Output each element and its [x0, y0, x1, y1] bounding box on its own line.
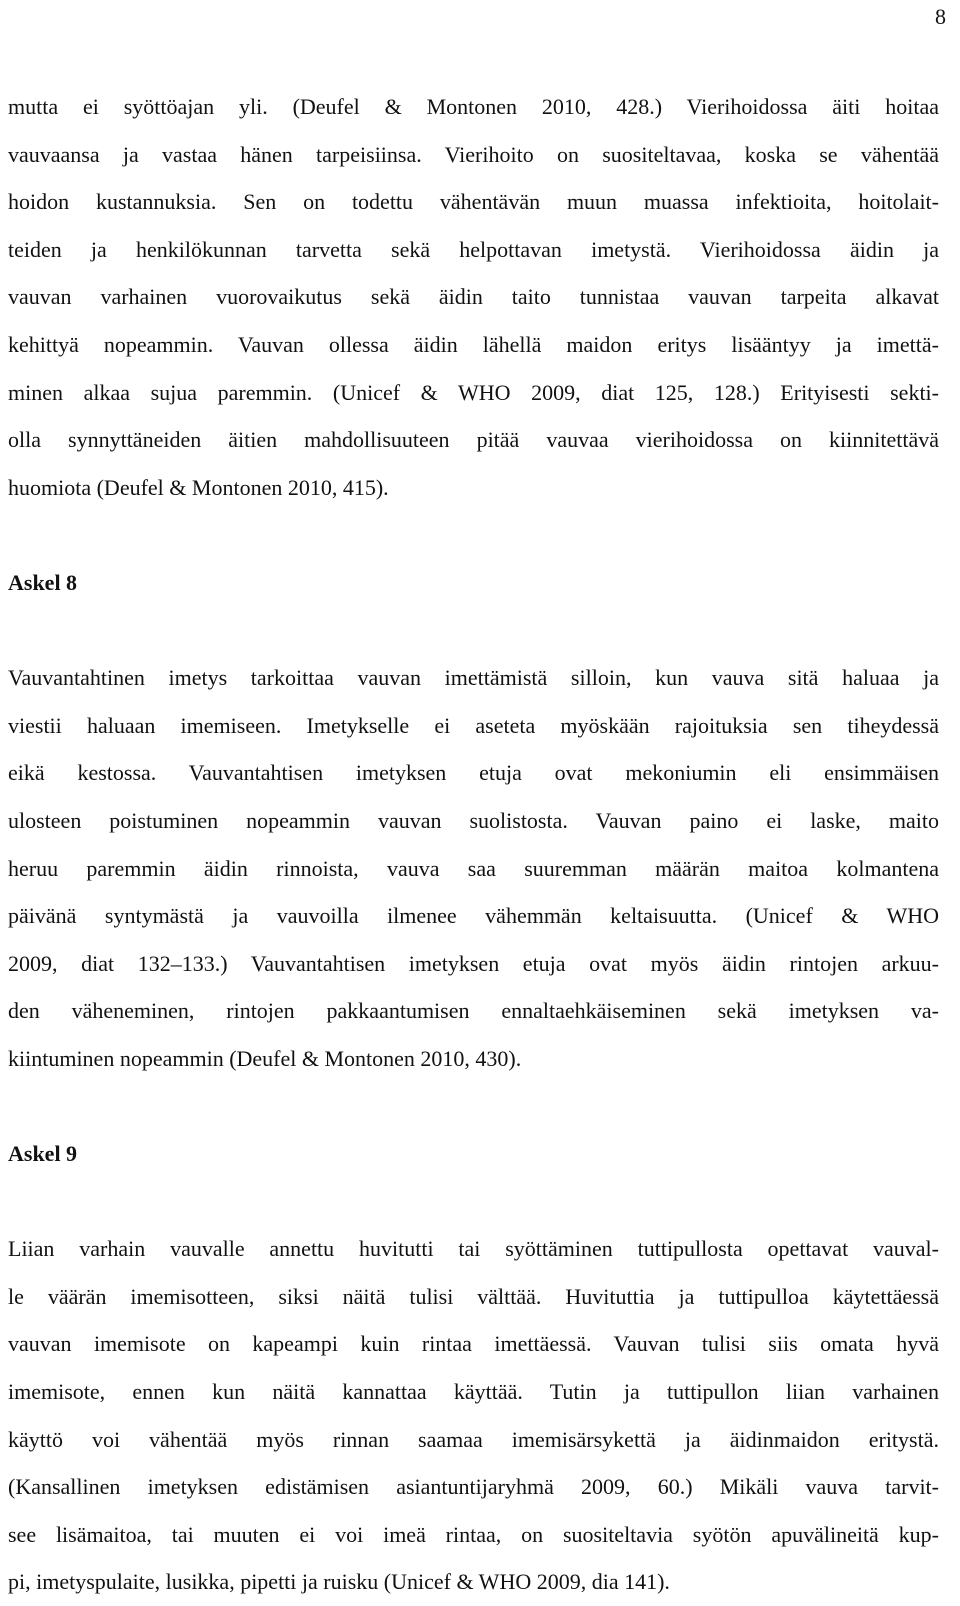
- text-line: hoidon kustannuksia. Sen on todettu vähentävän muun muassa infektioita, hoitolait-: [8, 189, 939, 215]
- text-line: vauvan imemisote on kapeampi kuin rintaa imettäessä. Vauvan tulisi siis omata hyvä: [8, 1331, 939, 1357]
- text-line: Vauvantahtinen imetys tarkoittaa vauvan imettämistä silloin, kun vauva sitä haluaa ja: [8, 665, 939, 691]
- paragraph-askel-9: [8, 1225, 939, 1606]
- text-line: Liian varhain vauvalle annettu huvitutti tai syöttäminen tuttipullosta opettavat vauval-: [8, 1236, 939, 1262]
- text-line: päivänä syntymästä ja vauvoilla ilmenee vähemmän keltaisuutta. (Unicef & WHO: [8, 903, 939, 929]
- text-line: imemisote, ennen kun näitä kannattaa käyttää. Tutin ja tuttipullon liian varhainen: [8, 1379, 939, 1405]
- text-line: pi, imetyspulaite, lusikka, pipetti ja ruisku (Unicef & WHO 2009, dia 141).: [8, 1569, 670, 1595]
- text-line: 2009, diat 132–133.) Vauvantahtisen imetyksen etuja ovat myös äidin rintojen arkuu-: [8, 950, 939, 976]
- section-spacer: [8, 511, 939, 559]
- text-line: (Kansallinen imetyksen edistämisen asiantuntijaryhmä 2009, 60.) Mikäli vauva tarvit-: [8, 1474, 939, 1500]
- page-number: 8: [935, 4, 946, 29]
- text-line: teiden ja henkilökunnan tarvetta sekä helpottavan imetystä. Vierihoidossa äidin ja: [8, 236, 939, 262]
- paragraph-askel-8: [8, 654, 939, 1082]
- section-spacer: [8, 607, 939, 655]
- text-line: olla synnyttäneiden äitien mahdollisuuteen pitää vauvaa vierihoidossa on kiinnitettävä: [8, 427, 939, 453]
- text-line: huomiota (Deufel & Montonen 2010, 415).: [8, 474, 389, 500]
- text-line: see lisämaitoa, tai muuten ei voi imeä rintaa, on suositeltavia syötön apuvälineitä kup-: [8, 1521, 939, 1547]
- text-line: heruu paremmin äidin rinnoista, vauva saa suuremman määrän maitoa kolmantena: [8, 855, 939, 881]
- text-line: vauvaansa ja vastaa hänen tarpeisiinsa. Vierihoito on suositeltavaa, koska se vähentää: [8, 141, 939, 167]
- text-line: kehittyä nopeammin. Vauvan ollessa äidin lähellä maidon eritys lisääntyy ja imettä-: [8, 331, 939, 357]
- text-line: kiintuminen nopeammin (Deufel & Montonen 2010, 430).: [8, 1045, 522, 1071]
- text-line: den väheneminen, rintojen pakkaantumisen ennaltaehkäiseminen sekä imetyksen va-: [8, 998, 939, 1024]
- heading-askel-9: Askel 9: [8, 1141, 78, 1167]
- text-line: käyttö voi vähentää myös rinnan saamaa imemisärsykettä ja äidinmaidon eritystä.: [8, 1426, 939, 1452]
- text-line: minen alkaa sujua paremmin. (Unicef & WHO 2009, diat 125, 128.) Erityisesti sekti-: [8, 379, 939, 405]
- document-body: [8, 83, 939, 1606]
- text-line: eikä kestossa. Vauvantahtisen imetyksen etuja ovat mekoniumin eli ensimmäisen: [8, 760, 939, 786]
- text-line: ulosteen poistuminen nopeammin vauvan suolistosta. Vauvan paino ei laske, maito: [8, 807, 939, 833]
- text-line: vauvan varhainen vuorovaikutus sekä äidin taito tunnistaa vauvan tarpeita alkavat: [8, 284, 939, 310]
- heading-askel-8: Askel 8: [8, 569, 78, 595]
- section-spacer: [8, 1082, 939, 1130]
- text-line: le väärän imemisotteen, siksi näitä tulisi välttää. Huvituttia ja tuttipulloa käytettäessä: [8, 1283, 939, 1309]
- text-line: viestii haluaan imemiseen. Imetykselle ei aseteta myöskään rajoituksia sen tiheydessä: [8, 712, 939, 738]
- section-spacer: [8, 1178, 939, 1226]
- paragraph-rooming-in: [8, 83, 939, 511]
- text-line: mutta ei syöttöajan yli. (Deufel & Montonen 2010, 428.) Vierihoidossa äiti hoitaa: [8, 94, 939, 119]
